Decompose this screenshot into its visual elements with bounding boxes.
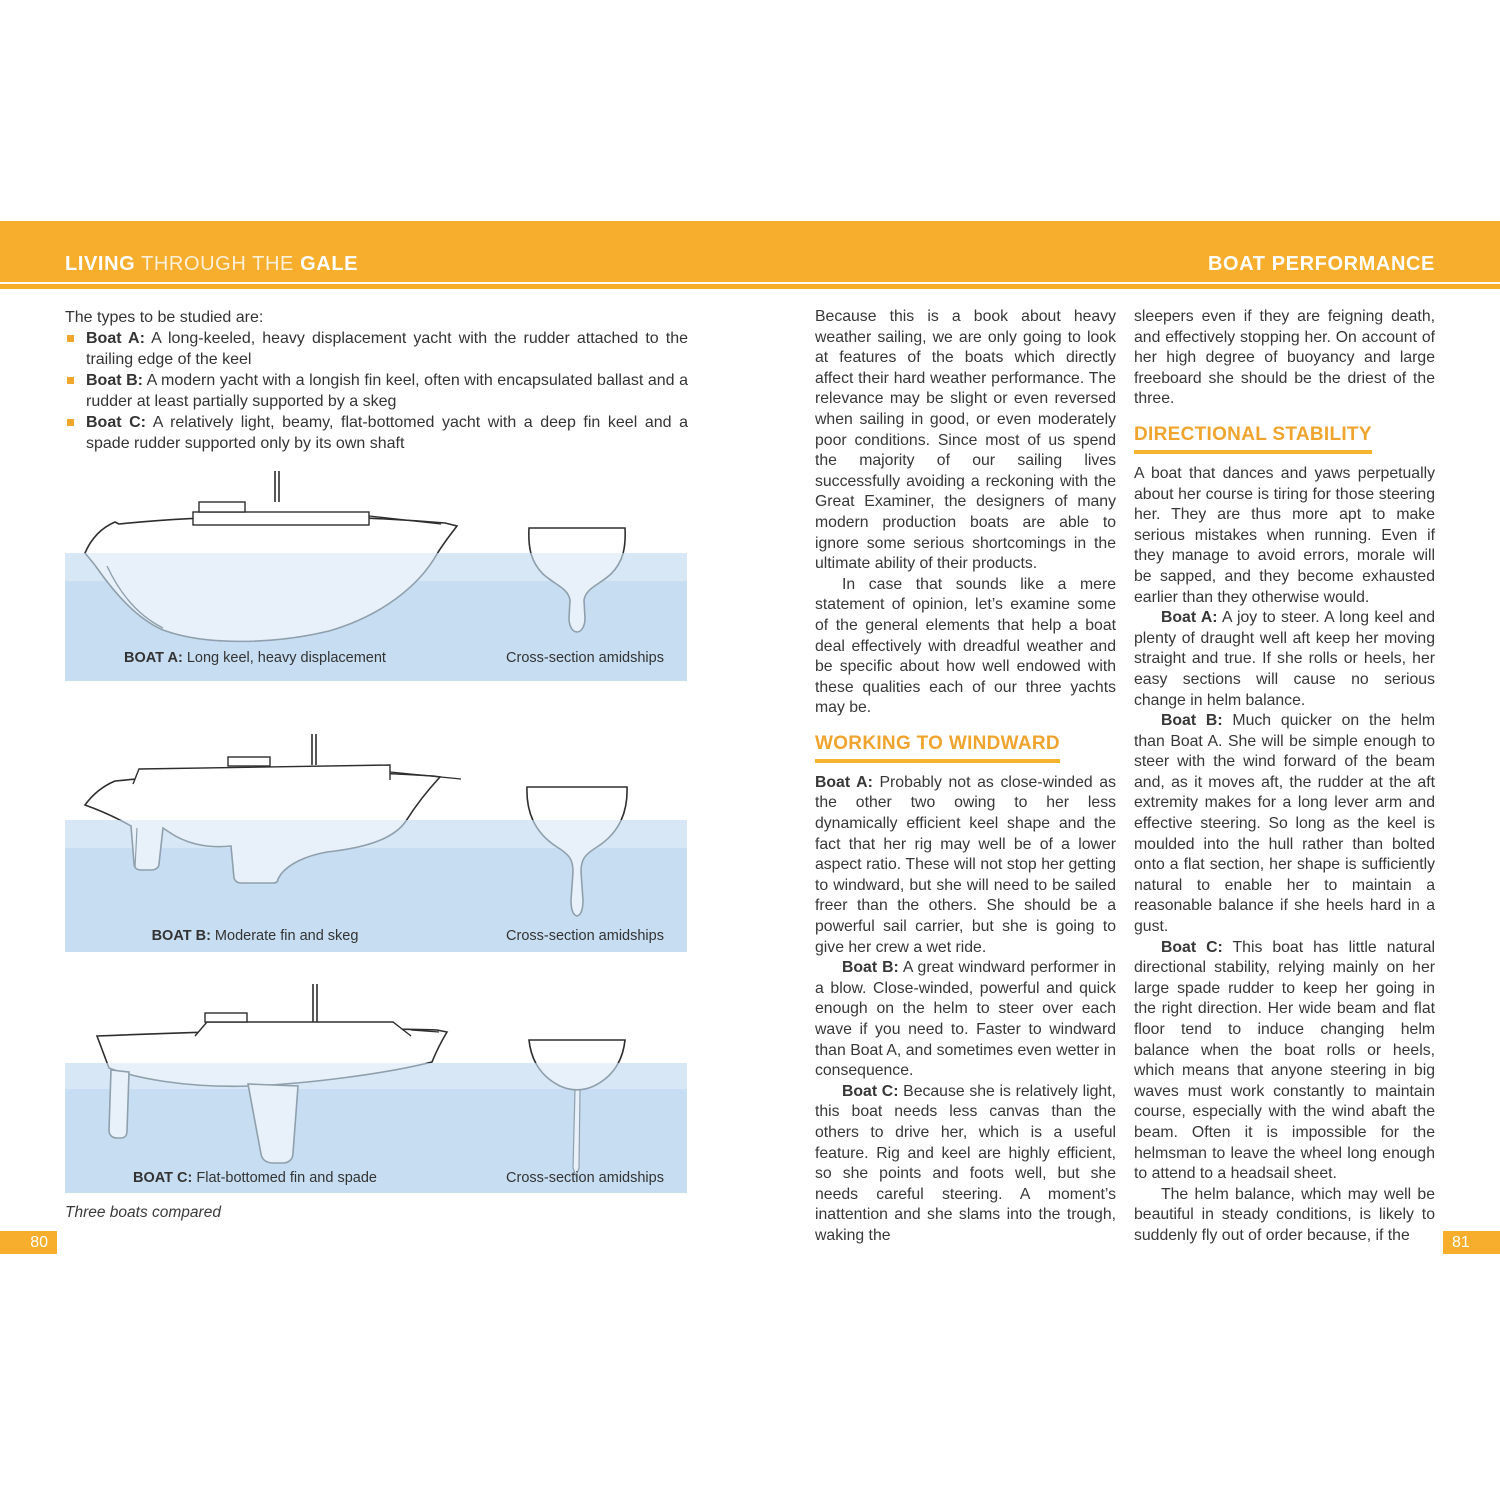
header-divider-rule (0, 282, 1500, 284)
bullet-square-icon (67, 377, 74, 384)
paragraph: A boat that dances and yaws perpetually about her course is tiring for those steering her. They are thus more apt to make serious mistakes when running. Even if they manage to avoid errors, morale will be sapped, and they become exhausted earlier than they otherwise would. (1134, 464, 1435, 606)
boat-label: Boat B: (86, 372, 143, 389)
boat-b-hatch (228, 757, 270, 766)
paragraph: Boat A: A joy to steer. A long keel and plenty of draught well aft keep her moving straight and true. If she rolls or heels, her easy sections will cause no serious change in helm balance. (1134, 609, 1436, 709)
right-running-head: BOAT PERFORMANCE (1207, 253, 1435, 275)
right-text-column (1134, 307, 1435, 1247)
list-item (65, 328, 688, 370)
figure-boat-c (65, 980, 687, 1195)
figure-boat-b (65, 728, 687, 952)
boat-b-mast (312, 734, 316, 765)
boat-types-list (65, 307, 688, 454)
paragraph: Boat B: A great windward performer in a blow. Close-winded, powerful and quick enough on the helm to steer over each wave if you need to. Faster to windward than Boat A, and sometimes even wetter in consequence. (815, 959, 1116, 1080)
page-number-left: 80 (0, 1231, 57, 1254)
paragraph: Boat B: Much quicker on the helm than Boat A. She will be simple enough to steer with the wind forward of the beam and, as it moves aft, the rudder at the aft extremity makes for a long lever arm and effective steering. So long as the keel is moulded into the hull rather than bolted onto a flat section, her shape is sufficiently natural to enable her to maintain a reasonable balance if she heels hard in a gust. (1134, 712, 1435, 936)
paragraph: Because this is a book about heavy weather sailing, we are only going to look at features of the boats which directly affect their hard weather performance. The relevance may be slight or even reversed when sailing in good, or even moderately poor conditions. Since most of us spend the majority of our sailing lives successfully avoiding a reckoning with the Great Examiner, the designers of many modern production boats are able to ignore some serious shortcomings in the ultimate ability of their products. (815, 308, 1116, 573)
paragraph: Boat A: Probably not as close-winded as the other two owing to her less dynamically efficient keel shape and the fact that her rig may well be of a lower aspect ratio. These will not stop her getting to windward, but she will need to be sailed freer than the others. She should be a powerful sail carrier, but she is going to give her crew a wet ride. (815, 773, 1116, 956)
cross-section-caption: Cross-section amidships (506, 1170, 664, 1186)
cross-section-caption: Cross-section amidships (506, 650, 664, 666)
figure-caption: BOAT C: Flat-bottomed fin and spade (133, 1170, 377, 1186)
cross-section-caption: Cross-section amidships (506, 928, 664, 944)
header-band (0, 221, 1500, 289)
running-head-word: THROUGH THE (135, 253, 301, 275)
page-number-right: 81 (1443, 1231, 1500, 1254)
boat-a-hatch (199, 502, 245, 512)
list-intro: The types to be studied are: (65, 309, 264, 326)
paragraph: In case that sounds like a mere statement of opinion, let’s examine some of the general elements that help a boat deal effectively with dreadful weather and be specific about how well endowed with these qualities each of our three yachts may be. (815, 575, 1116, 717)
figure-caption: BOAT B: Moderate fin and skeg (151, 928, 359, 944)
boat-b-profile-drawing (65, 728, 687, 952)
list-item (65, 370, 688, 412)
boat-description: A long-keeled, heavy displacement yacht with the rudder attached to the trailing edge of the keel (86, 330, 688, 368)
paragraph: The helm balance, which may well be beautiful in steady conditions, is likely to suddenly fly out of order because, if the (1134, 1185, 1435, 1244)
section-heading-directional-stability: DIRECTIONAL STABILITY (1134, 424, 1372, 454)
boat-c-cabin (195, 1022, 411, 1036)
list-item (65, 412, 688, 454)
boat-a-cabin (193, 512, 369, 525)
boat-description: A relatively light, beamy, flat-bottomed yacht with a deep fin keel and a spade rudder supported only by its own shaft (86, 414, 688, 452)
boat-label: Boat A: (86, 330, 145, 347)
paragraph: Boat C: This boat has little natural directional stability, relying mainly on her large spade rudder to keep her going in the right direction. Her wide beam and flat floor tend to induce changing helm balance when the boat rolls or heels, which means that anyone steering in big waves must work constantly to maintain course, especially with the wind abaft the beam. Often it is impossible for the helmsman to leave the wheel long enough to attend to a headsail sheet. (1134, 938, 1435, 1183)
figure-caption: BOAT A: Long keel, heavy displacement (124, 650, 386, 666)
running-head-word: GALE (300, 253, 359, 275)
boat-c-hatch (205, 1013, 247, 1022)
boat-c-profile-drawing (65, 980, 687, 1195)
figure-note: Three boats compared (65, 1204, 221, 1221)
middle-text-column (815, 307, 1116, 1247)
paragraph: sleepers even if they are feigning death, and effectively stopping her. On account of her high degree of buoyancy and large freeboard she should be the driest of the three. (1134, 308, 1435, 408)
boat-label: Boat C: (86, 414, 147, 431)
figure-boat-a (65, 468, 687, 683)
paragraph: Boat C: Because she is relatively light, this boat needs less canvas than the others to drive her, which is a useful feature. Rig and keel are highly efficient, so she points and foots well, but she needs careful steering. A moment’s inattention and she slams into the trough, waking the (815, 1082, 1116, 1244)
section-heading-working-to-windward: WORKING TO WINDWARD (815, 733, 1060, 763)
bullet-square-icon (67, 419, 74, 426)
left-running-head (65, 253, 358, 276)
boat-c-mast (313, 984, 317, 1022)
boat-description: A modern yacht with a longish fin keel, often with encapsulated ballast and a rudder at least partially supported by a skeg (86, 372, 688, 410)
boat-a-mast (275, 471, 279, 502)
bullet-square-icon (67, 335, 74, 342)
running-head-word: LIVING (65, 253, 136, 275)
